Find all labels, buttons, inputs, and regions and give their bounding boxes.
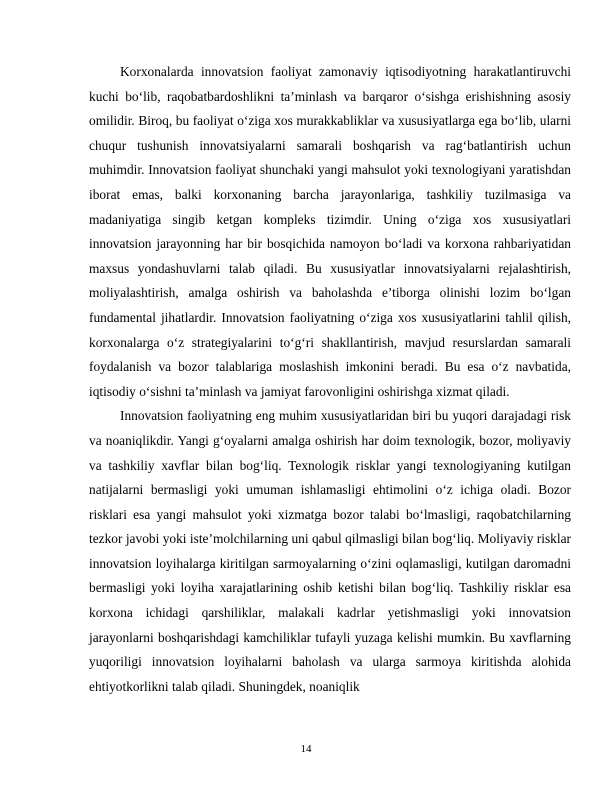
paragraph-innovation-features: Korxonalarda innovatsion faoliyat zamonaviy iqtisodiyotning harakatlantiruvchi kuchi bo‘lib, raqobatbardoshlikni ta’minlash va barqaror o‘sishga erishishning asosiy omilidir. Biroq, bu faoliyat o‘ziga xos murakkabliklar va xususiyatlarga ega bo‘lib, ularni chuqur tushunish innovatsiyalarni samarali boshqarish va rag‘batlantirish uchun muhimdir. Innovatsion faoliyat shunchaki yangi mahsulot yoki texnologiyani yaratishdan iborat emas, balki korxonaning barcha jarayonlariga, tashkiliy tuzilmasiga va madaniyatiga singib ketgan kompleks tizimdir. Uning o‘ziga xos xususiyatlari innovatsion jarayonning har bir bosqichida namoyon bo‘ladi va korxona rahbariyatidan maxsus yondashuvlarni talab qiladi. Bu xususiyatlar innovatsiyalarni rejalashtirish, moliyalashtirish, amalga oshirish va baholashda e’tiborga olinishi lozim bo‘lgan fundamental jihatlardir. Innovatsion faoliyatning o‘ziga xos xususiyatlarini tahlil qilish, korxonalarga o‘z strategiyalarini to‘g‘ri shakllantirish, mavjud resurslardan samarali foydalanish va bozor talablariga moslashish imkonini beradi. Bu esa o‘z navbatida, iqtisodiy o‘sishni ta’minlash va jamiyat farovonligini oshirishga xizmat qiladi. bbox=[89, 64, 571, 399]
body-text bbox=[89, 60, 571, 699]
page-number: 14 bbox=[300, 743, 312, 755]
paragraph-risk-uncertainty: Innovatsion faoliyatning eng muhim xususiyatlaridan biri bu yuqori darajadagi risk va noaniqlikdir. Yangi g‘oyalarni amalga oshirish har doim texnologik, bozor, moliyaviy va tashkiliy xavflar bilan bog‘liq. Texnologik risklar yangi texnologiyaning kutilgan natijalarni bermasligi yoki umuman ishlamasligi ehtimolini o‘z ichiga oladi. Bozor risklari esa yangi mahsulot yoki xizmatga bozor talabi bo‘lmasligi, raqobatchilarning tezkor javobi yoki iste’molchilarning uni qabul qilmasligi bilan bog‘liq. Moliyaviy risklar innovatsion loyihalarga kiritilgan sarmoyalarning o‘zini oqlamasligi, kutilgan daromadni bermasligi yoki loyiha xarajatlarining oshib ketishi bilan bog‘liq. Tashkiliy risklar esa korxona ichidagi qarshiliklar, malakali kadrlar yetishmasligi yoki innovatsion jarayonlarni boshqarishdagi kamchiliklar tufayli yuzaga kelishi mumkin. Bu xavflarning yuqoriligi innovatsion loyihalarni baholash va ularga sarmoya kiritishda alohida ehtiyotkorlikni talab qiladi. Shuningdek, noaniqlik bbox=[89, 408, 571, 694]
